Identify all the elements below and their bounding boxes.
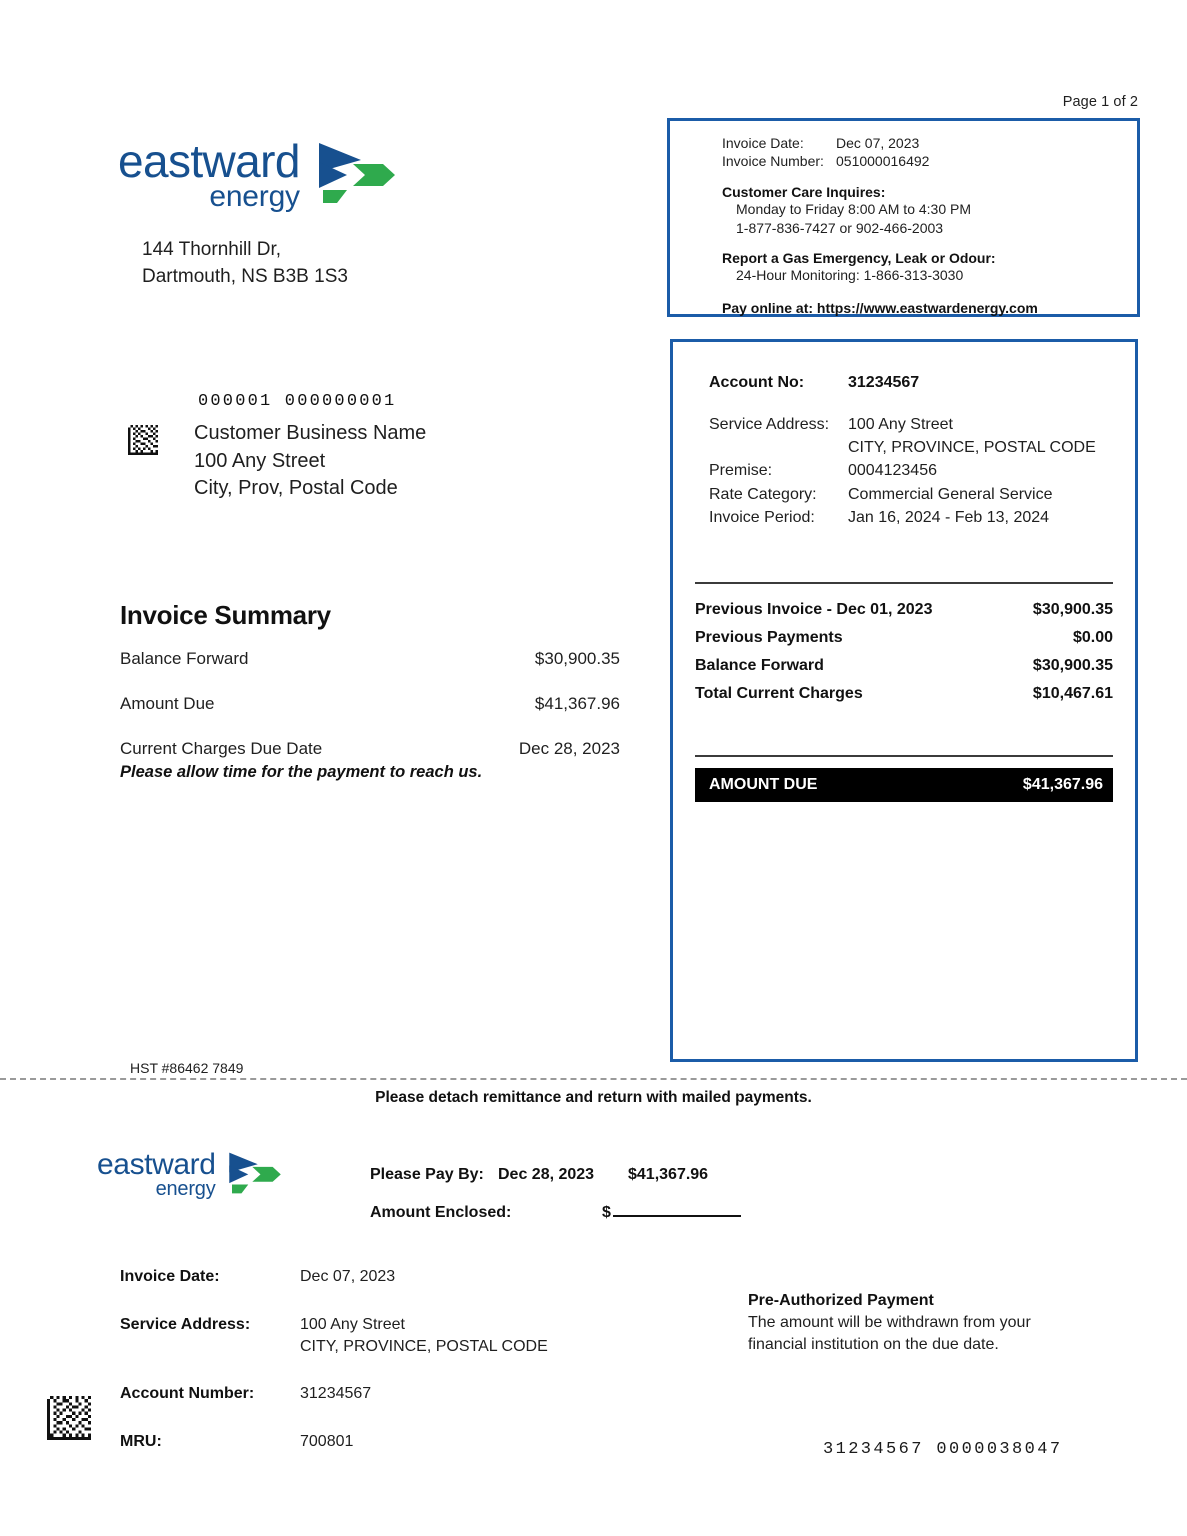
company-address-line2: Dartmouth, NS B3B 1S3	[142, 266, 348, 288]
totals-list	[673, 584, 1135, 703]
totals-label: Balance Forward	[695, 656, 824, 674]
account-no-value: 31234567	[848, 374, 920, 391]
summary-payment-note: Please allow time for the payment to reach us.	[120, 763, 483, 781]
invoice-summary-title: Invoice Summary	[120, 600, 331, 630]
totals-row	[695, 601, 1113, 619]
logo-energy-text-stub: energy	[155, 1178, 216, 1200]
stub-invoice-date-row	[120, 1266, 680, 1288]
invoice-period-value: Jan 16, 2024 - Feb 13, 2024	[848, 508, 1050, 526]
totals-value: $10,467.61	[1032, 684, 1113, 702]
account-no-row	[709, 374, 1107, 392]
totals-label: Total Current Charges	[695, 684, 863, 702]
premise-value: 0004123456	[848, 462, 937, 480]
please-pay-by-amount: $41,367.96	[628, 1166, 709, 1183]
summary-balance-forward-label: Balance Forward	[120, 649, 249, 668]
customer-care-title: Customer Care Inquires:	[722, 183, 886, 200]
logo-eastward-text-stub: eastward	[97, 1148, 216, 1181]
stub-account-number-value: 31234567	[300, 1385, 372, 1403]
preauthorized-payment-line2: financial institution on the due date.	[748, 1335, 999, 1353]
chevron-logo-icon-stub	[225, 1152, 281, 1199]
customer-city-line: City, Prov, Postal Code	[194, 477, 398, 500]
totals-row	[695, 657, 1113, 675]
invoice-date-value: Dec 07, 2023	[836, 135, 920, 151]
invoice-number-label: Invoice Number:	[722, 152, 824, 169]
customer-name: Customer Business Name	[194, 422, 427, 444]
stub-service-address-value	[300, 1314, 548, 1358]
rate-category-value: Commercial General Service	[848, 485, 1053, 503]
datamatrix-barcode-stub-icon	[47, 1396, 91, 1445]
summary-row-amount-due	[120, 694, 620, 714]
please-pay-by-row	[370, 1166, 708, 1184]
gas-emergency-phone: 24-Hour Monitoring: 1-866-313-3030	[736, 267, 964, 284]
customer-care-hours: Monday to Friday 8:00 AM to 4:30 PM	[736, 200, 972, 217]
amount-enclosed-currency-symbol: $	[602, 1204, 611, 1221]
amount-due-bar	[695, 768, 1113, 802]
customer-sequence-number: 000001 000000001	[198, 392, 397, 411]
invoice-period-row	[709, 506, 1107, 529]
summary-row-due-date	[120, 739, 620, 759]
stub-service-address-label: Service Address:	[120, 1315, 251, 1333]
stub-service-address-row	[120, 1314, 680, 1358]
logo-eastward-text: eastward	[118, 135, 300, 187]
ocr-scanline: 31234567 0000038047	[823, 1440, 1063, 1459]
invoice-number-value: 051000016492	[836, 152, 930, 169]
customer-care-phone: 1-877-836-7427 or 902-466-2003	[736, 219, 944, 236]
gas-emergency-title: Report a Gas Emergency, Leak or Odour:	[722, 250, 996, 267]
totals-label: Previous Invoice - Dec 01, 2023	[695, 600, 933, 618]
totals-value: $0.00	[1072, 628, 1113, 646]
invoice-number-row	[722, 153, 1137, 171]
datamatrix-barcode-icon	[128, 425, 158, 460]
account-no-label: Account No:	[709, 374, 805, 391]
logo-energy-text: energy	[209, 180, 300, 213]
perforation-line	[0, 1078, 1187, 1080]
summary-amount-due-label: Amount Due	[120, 694, 215, 713]
premise-row	[709, 459, 1107, 482]
invoice-period-label: Invoice Period:	[709, 508, 815, 526]
premise-label: Premise:	[709, 462, 773, 480]
amount-enclosed-row	[370, 1204, 741, 1222]
stub-mru-value: 700801	[300, 1433, 354, 1450]
summary-due-date-value: Dec 28, 2023	[518, 739, 620, 758]
preauthorized-payment-block	[748, 1290, 1078, 1355]
please-pay-by-date: Dec 28, 2023	[498, 1166, 595, 1183]
stub-service-address-line1: 100 Any Street	[300, 1315, 405, 1333]
stub-account-number-row	[120, 1383, 680, 1405]
detach-message: Please detach remittance and return with mailed payments.	[375, 1089, 812, 1106]
rate-category-row	[709, 483, 1107, 506]
please-pay-by-label: Please Pay By:	[370, 1166, 484, 1183]
pay-online-link[interactable]: Pay online at: https://www.eastwardenergy.com	[722, 300, 1038, 317]
logo-wordmark	[118, 135, 300, 213]
amount-enclosed-input[interactable]	[613, 1215, 741, 1217]
hst-number: HST #86462 7849	[130, 1060, 244, 1076]
totals-label: Previous Payments	[695, 628, 843, 646]
page-number: Page 1 of 2	[1062, 94, 1138, 110]
service-address-row	[709, 413, 1107, 436]
account-details-box	[670, 339, 1138, 1062]
totals-value: $30,900.35	[1032, 600, 1113, 618]
invoice-date-label: Invoice Date:	[722, 135, 804, 151]
contact-info-box	[667, 118, 1140, 317]
preauthorized-payment-line1: The amount will be withdrawn from your	[748, 1313, 1031, 1331]
totals-bottom-divider	[695, 755, 1113, 757]
preauthorized-payment-title: Pre-Authorized Payment	[748, 1292, 934, 1309]
service-address-label: Service Address:	[709, 416, 830, 433]
totals-row	[695, 629, 1113, 647]
stub-invoice-date-value: Dec 07, 2023	[300, 1268, 396, 1285]
invoice-summary-section	[120, 600, 620, 782]
summary-amount-due-value: $41,367.96	[534, 694, 620, 713]
amount-due-bar-value: $41,367.96	[1022, 775, 1103, 793]
summary-row-balance-forward	[120, 649, 620, 669]
customer-street: 100 Any Street	[194, 449, 326, 472]
stub-service-address-line2: CITY, PROVINCE, POSTAL CODE	[300, 1337, 548, 1355]
stub-mru-row	[120, 1431, 680, 1453]
customer-address	[194, 420, 426, 503]
eastward-energy-logo-stub	[97, 1150, 281, 1199]
remittance-fields	[120, 1266, 680, 1479]
amount-enclosed-label: Amount Enclosed:	[370, 1204, 512, 1221]
company-address-line1: 144 Thornhill Dr,	[142, 239, 282, 260]
summary-due-date-label: Current Charges Due Date	[120, 739, 323, 758]
chevron-logo-icon	[313, 142, 395, 209]
stub-account-number-label: Account Number:	[120, 1385, 255, 1403]
logo-wordmark-stub	[97, 1150, 216, 1199]
service-address-line1: 100 Any Street	[848, 416, 953, 433]
rate-category-label: Rate Category:	[709, 485, 817, 503]
invoice-date-row	[722, 135, 1137, 153]
amount-due-bar-label: AMOUNT DUE	[709, 775, 818, 793]
account-details-inner	[673, 342, 1135, 529]
totals-row	[695, 685, 1113, 703]
totals-value: $30,900.35	[1032, 656, 1113, 674]
stub-invoice-date-label: Invoice Date:	[120, 1268, 220, 1285]
service-address-line2: CITY, PROVINCE, POSTAL CODE	[848, 439, 1096, 457]
company-address	[142, 236, 348, 291]
stub-mru-label: MRU:	[120, 1433, 162, 1450]
eastward-energy-logo	[118, 135, 395, 213]
summary-balance-forward-value: $30,900.35	[534, 649, 620, 668]
